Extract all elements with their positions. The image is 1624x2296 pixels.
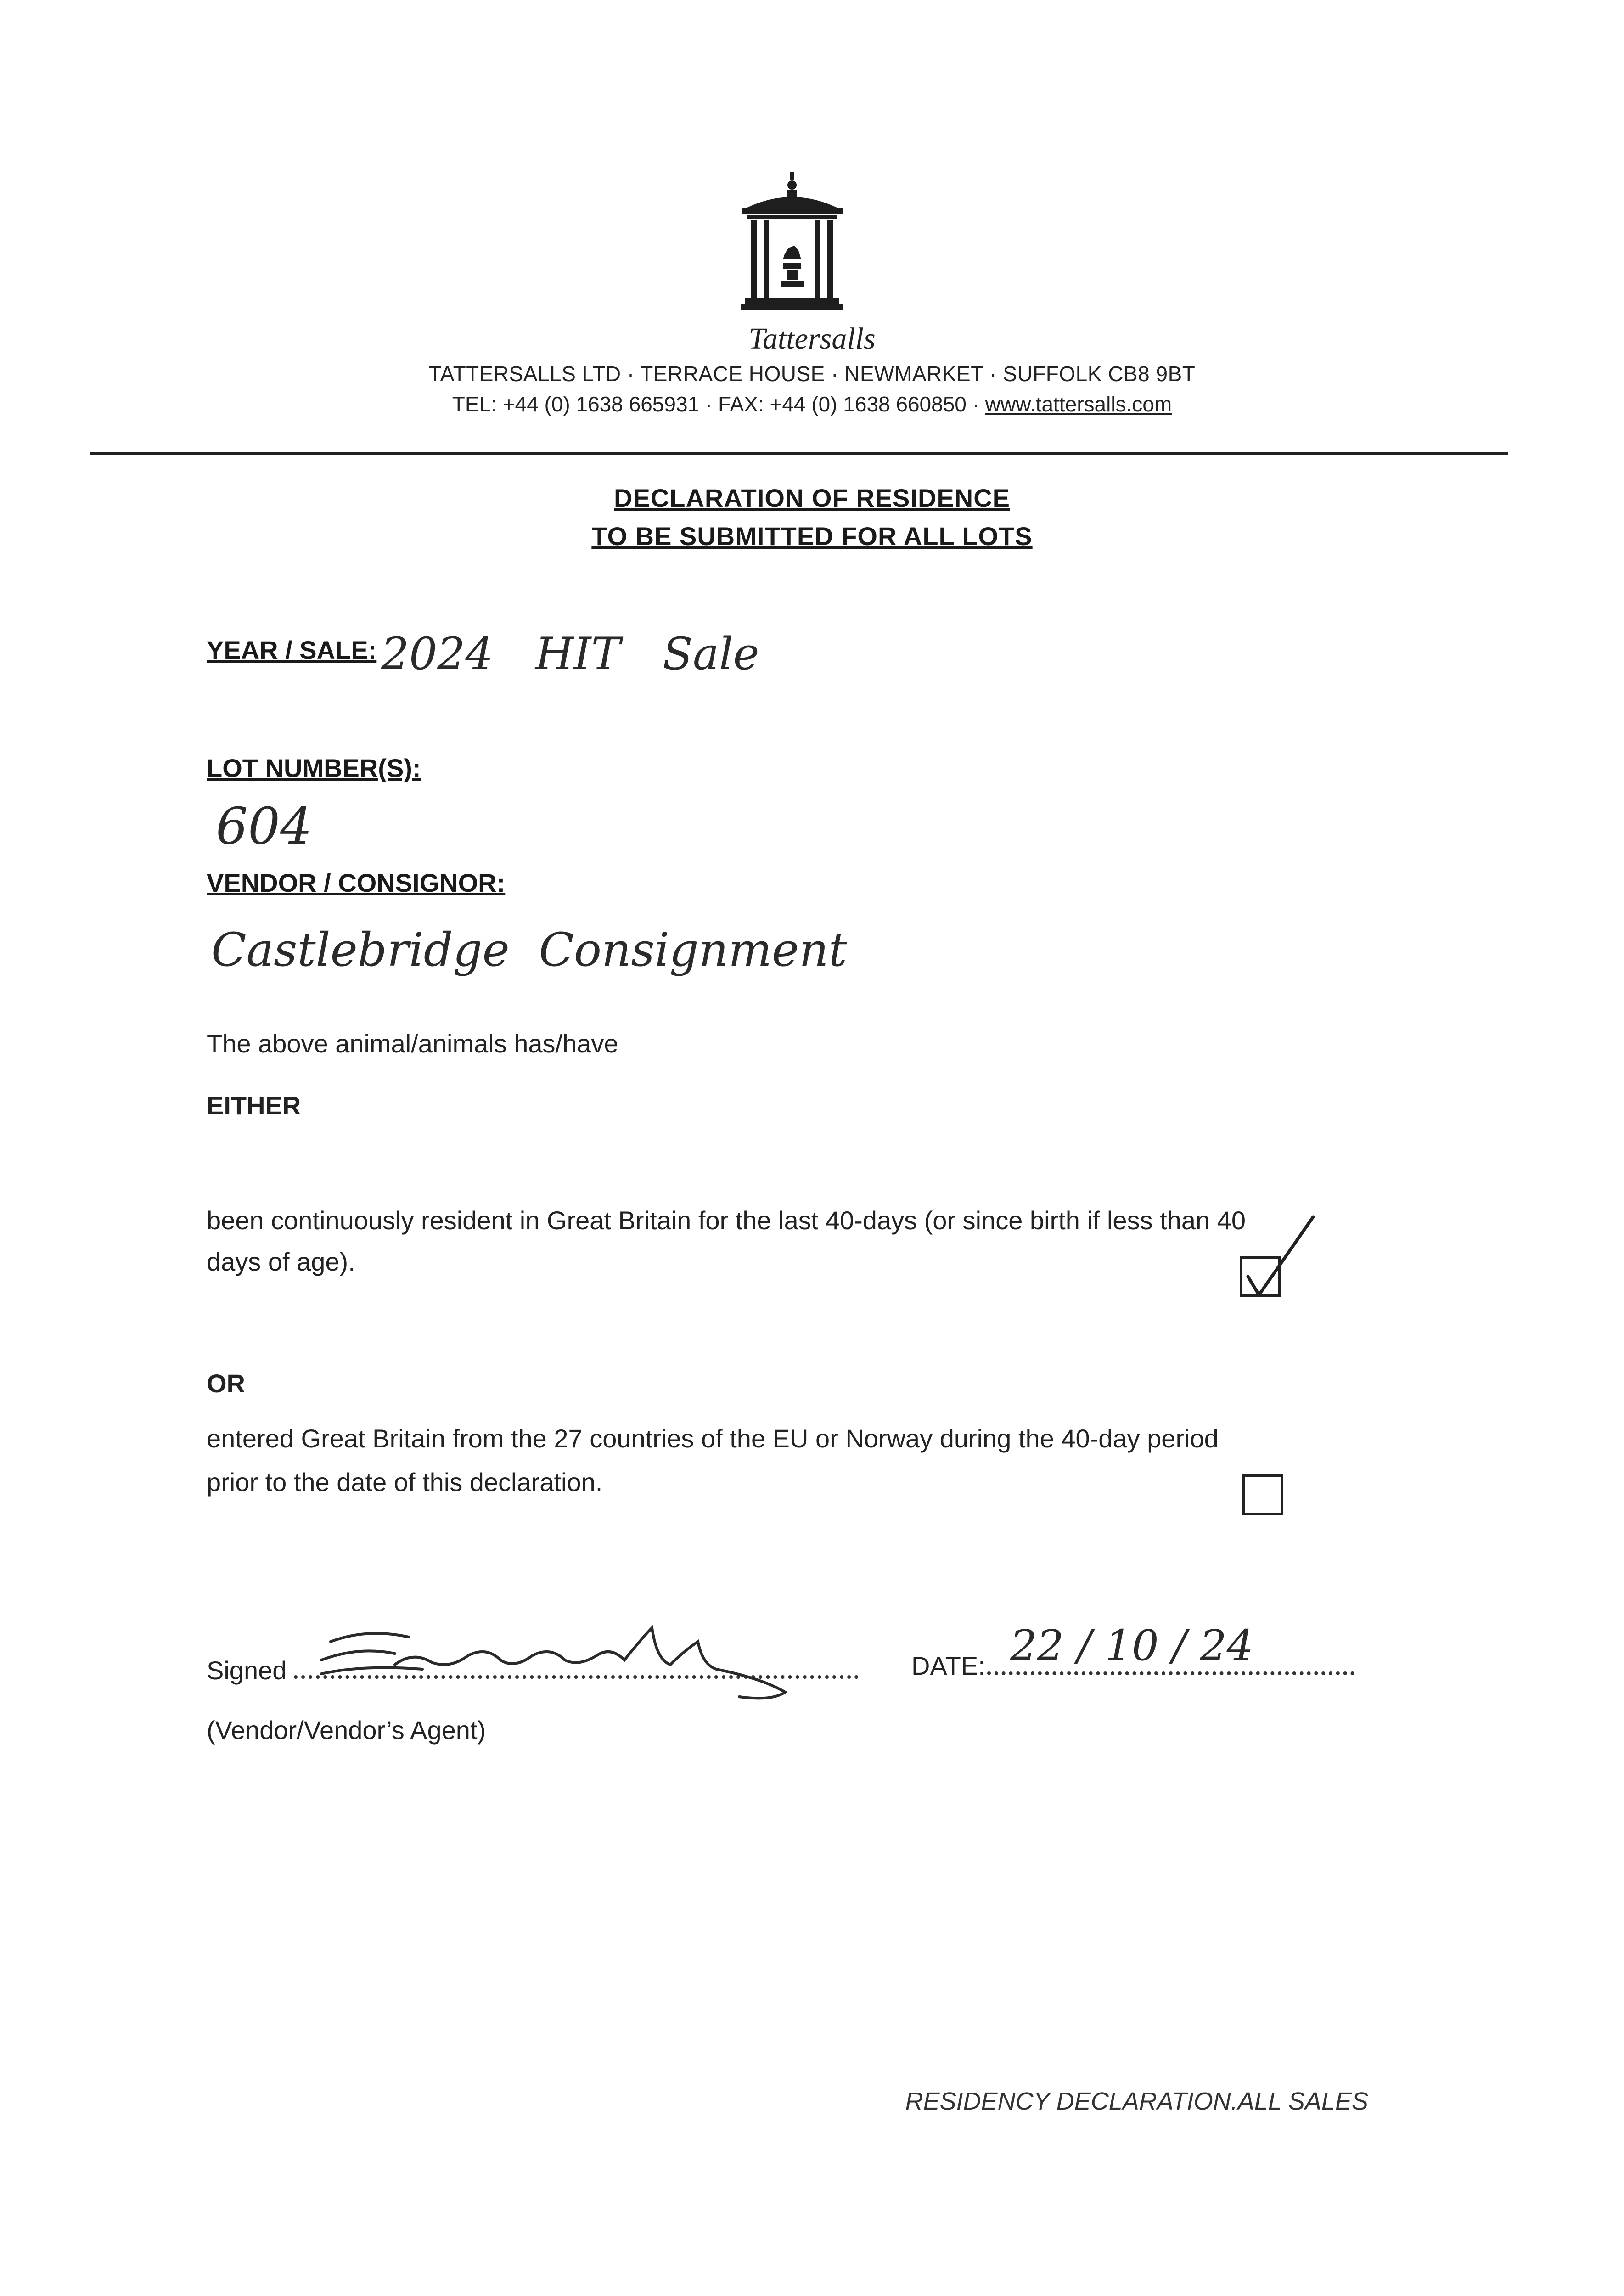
vendor-label: VENDOR / CONSIGNOR: [207, 868, 506, 897]
phone-fax: TEL: +44 (0) 1638 665931 · FAX: +44 (0) 1638 660850 · [452, 392, 985, 416]
website-link[interactable]: www.tattersalls.com [985, 392, 1172, 416]
or-heading: OR [207, 1369, 245, 1398]
lot-number-label: LOT NUMBER(S): [207, 754, 421, 782]
company-contact [0, 392, 1624, 416]
date-value: 22 / 10 / 24 [1010, 1621, 1254, 1670]
date-label: DATE: [911, 1651, 985, 1680]
form-title: DECLARATION OF RESIDENCE [614, 484, 1010, 512]
lot-number-value: 604 [216, 797, 312, 855]
option2-text-line2: prior to the date of this declaration. [207, 1468, 603, 1497]
header-divider [90, 452, 1508, 455]
form-subtitle: TO BE SUBMITTED FOR ALL LOTS [591, 522, 1033, 551]
vendor-value: Castlebridge Consignment [211, 923, 847, 977]
option1-text-line2: days of age). [207, 1247, 355, 1276]
tattersalls-logo [737, 172, 847, 319]
either-heading: EITHER [207, 1091, 301, 1120]
year-sale-label: YEAR / SALE: [207, 636, 377, 664]
intro-text: The above animal/animals has/have [207, 1029, 618, 1058]
footer-reference: RESIDENCY DECLARATION.ALL SALES [905, 2088, 1368, 2115]
checkmark-icon [1240, 1212, 1322, 1304]
option2-text-line1: entered Great Britain from the 27 countries of the EU or Norway during the 40-day period [207, 1424, 1219, 1453]
date-line [987, 1671, 1354, 1675]
option1-text-line1: been continuously resident in Great Britain for the last 40-days (or since birth if less than 40 [207, 1206, 1246, 1235]
company-address: TATTERSALLS LTD · TERRACE HOUSE · NEWMARKET · SUFFOLK CB8 9BT [428, 362, 1196, 386]
year-sale-value: 2024 HIT Sale [381, 628, 759, 680]
signer-role: (Vendor/Vendor’s Agent) [207, 1716, 486, 1745]
option2-checkbox[interactable] [1242, 1474, 1283, 1515]
signed-label: Signed [207, 1656, 287, 1685]
brand-name: Tattersalls [748, 322, 876, 355]
handwritten-signature [303, 1609, 813, 1711]
